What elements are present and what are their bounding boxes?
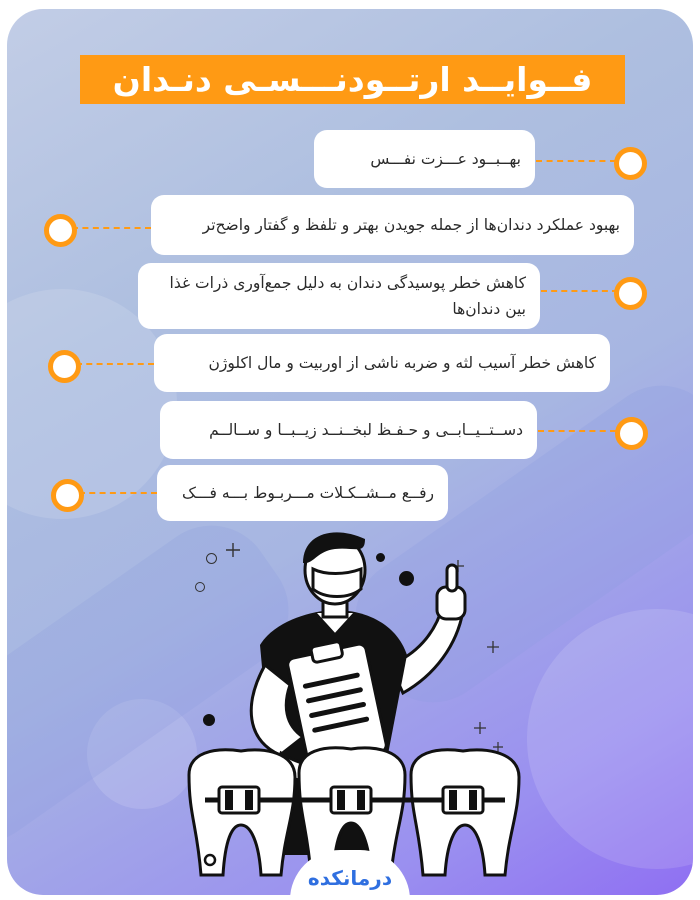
benefit-item-4 [154, 334, 610, 392]
page-title: فــوایــد ارتــودنـــسـی دنـدان [80, 55, 625, 104]
benefit-item-2 [151, 195, 634, 255]
bracket-icon [219, 787, 259, 813]
connector-6 [79, 492, 157, 494]
benefit-item-5 [160, 401, 537, 459]
connector-2 [72, 227, 151, 229]
benefit-text-3: کاهش خطر پوسیدگی دندان به دلیل جمع‌آوری ذرات غذا بین دندان‌ها [169, 274, 526, 318]
benefit-item-6 [157, 465, 448, 521]
bracket-icon [443, 787, 483, 813]
bracket-icon [331, 787, 371, 813]
benefit-text-4: کاهش خطر آسیب لثه و ضربه ناشی از اوربیت و مال اکلوژن [208, 354, 596, 372]
orthodontist-illustration [185, 525, 525, 880]
benefit-text-1: بهــبــود عـــزت نفـــس [370, 150, 521, 168]
bullet-dot-5 [615, 417, 648, 450]
benefit-text-5: دســتــیــابــی و حـفـظ لبخــنــد زیــبــا و ســالــم [209, 421, 523, 439]
connector-1 [536, 160, 616, 162]
thumbs-up-icon [437, 565, 465, 619]
bullet-dot-6 [51, 479, 84, 512]
benefit-item-3 [138, 263, 540, 329]
bg-circle [527, 609, 693, 869]
bullet-dot-2 [44, 214, 77, 247]
benefit-item-1 [314, 130, 535, 188]
bullet-dot-4 [48, 350, 81, 383]
connector-5 [538, 430, 616, 432]
benefit-text-6: رفــع مــشــکـلات مـــربـوط بـــه فـــک [182, 484, 434, 502]
face-mask-icon [313, 569, 361, 597]
connector-4 [76, 363, 154, 365]
bullet-dot-3 [614, 277, 647, 310]
benefit-text-2: بهبود عملکرد دندان‌ها از جمله جویدن بهتر و تلفظ و گفتار واضح‌تر [202, 216, 620, 234]
connector-3 [541, 290, 618, 292]
logo-text: درمانکده [307, 866, 393, 890]
bullet-dot-1 [614, 147, 647, 180]
